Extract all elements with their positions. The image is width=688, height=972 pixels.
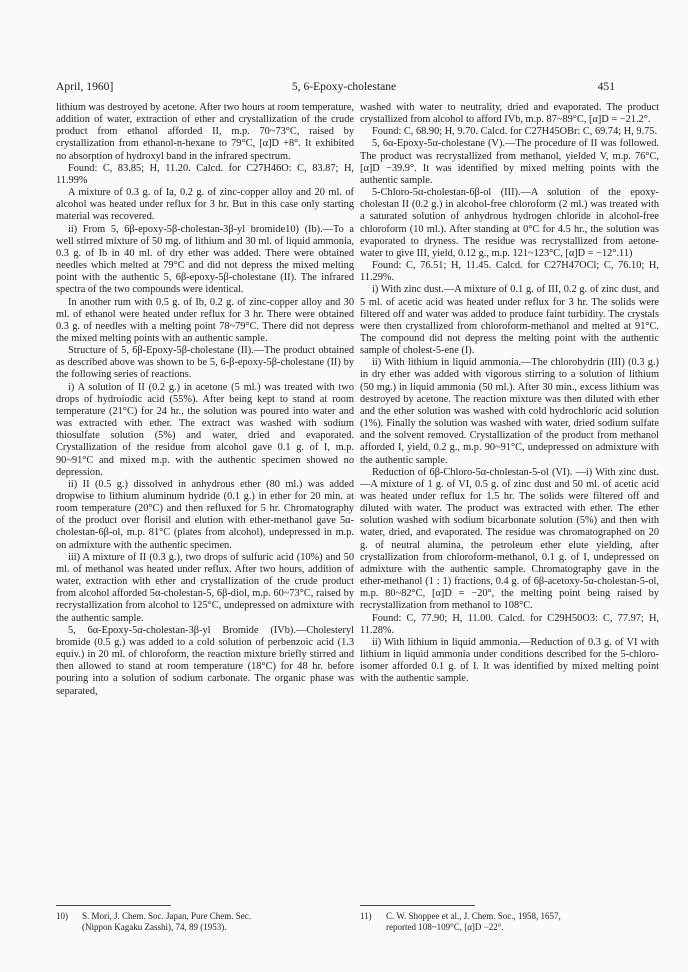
page-number: 451 — [597, 80, 615, 93]
paragraph: Found: C, 77.90; H, 11.00. Calcd. for C29H50O3: C, 77.97; H, 11.28%. — [360, 612, 659, 636]
paragraph: Found: C, 68.90; H, 9.70. Calcd. for C27H45OBr: C, 69.74; H, 9.75. — [372, 126, 658, 138]
footnote — [56, 911, 356, 933]
paragraph: Structure of 5, 6β-Epoxy-5β-cholestane (II).—The product obtained as described above was shown to be 5, 6-β-epoxy-5β-cholestane (II) by the following series of reactions. — [56, 345, 354, 381]
paragraph: Found: C, 83.85; H, 11.20. Calcd. for C27H46O: C, 83.87; H, 11.99% — [56, 162, 354, 186]
paragraph: Reduction of 6β-Chloro-5α-cholestan-5-ol (VI). —i) With zinc dust.—A mixture of 1 g. of VI, 0.5 g. of zinc dust and 50 ml. of acetic acid was heated under reflux for 1.5 hr. The solids were filtered off and diluted with water. The product was extracted with ether. The ether solution washed with sodium bicarbonate solution (5%) and then with water, dried, and evaporated. The residue was chromatographed on 20 g. of neutral alumina, the petroleum ether elute yielding, after crystallization from chloroform-methanol, 0.1 g. of I, undepressed on admixture with the authentic sample. Chromatography gave in the ether-methanol (1 : 1) fractions, 0.4 g. of 6β-acetoxy-5α-cholestan-5-ol, m.p. 80~82°C, [α]D = −20°, the melting point being raised by recrystallization from methanol to 108°C. — [360, 466, 659, 612]
paragraph: 5, 6α-Epoxy-5α-cholestan-3β-yl Bromide (IVb).—Cholesteryl bromide (0.5 g.) was added to a cold solution of perbenzoic acid (1.3 equiv.) in 20 ml. of chloroform, the reaction mixture briefly stirred and then allowed to stand at room temperature (18°C) for 48 hr. before pouring into a solution of sodium carbonate. The organic phase was separated, — [56, 624, 354, 697]
paragraph: ii) With lithium in liquid ammonia.—Reduction of 0.3 g. of VI with lithium in liquid ammonia under conditions described for the 5-chloro-isomer afforded 0.1 g. of I. It was identified by mixed melting point with the authentic sample. — [360, 636, 659, 685]
paragraph: ii) II (0.5 g.) dissolved in anhydrous ether (80 ml.) was added dropwise to lithium aluminum hydride (0.1 g.) in ether for 20 min. at room temperature (20°C) and then refluxed for 5 hr. Chromatography of the product over florisil and elution with ether-methanol gave 5α-cholestan-6β-ol, m.p. 81°C (plates from alcohol), undepressed in m.p. on admixture with the authentic specimen. — [56, 478, 354, 551]
paragraph: 5-Chloro-5α-cholestan-6β-ol (III).—A solution of the epoxy-cholestan II (0.2 g.) in alcohol-free chloroform (2 ml.) was treated with a saturated solution of anhydrous hydrogen chloride in alcohol-free chloroform (10 ml.). After standing at 0°C for 4.5 hr., the solution was evaporated to dryness. The residue was recrystallized from aetone-water to give III, yield, 0.12 g., m.p. 121~123°C, [α]D = −12°.11) — [360, 187, 659, 259]
footnote-text: C. W. Shoppee et al., J. Chem. Soc., 1958, 1657, — [386, 911, 561, 921]
paragraph: iii) A mixture of II (0.3 g.), two drops of sulfuric acid (10%) and 50 ml. of methanol was heated under reflux. After two hours, addition of water, extraction with ether and crystallization of the crude product from alcohol afforded 5α-cholestan-5, 6β-diol, m.p. 60~73°C, raised by recrystallization from alcohol to 125°C, undepressed on admixture with the authentic sample. — [56, 551, 354, 624]
paragraph: ii) From 5, 6β-epoxy-5β-cholestan-3β-yl bromide10) (Ib).—To a well stirred mixture of 50 mg. of lithium and 30 ml. of liquid ammonia, 0.3 g. of Ib in 40 ml. of dry ether was added. There were obtained needles which melted at 79°C and did not depress the mixed melting point with the authentic 5, 6β-epoxy-5β-cholestane (II). The infrared spectra of the two compounds were identical. — [56, 223, 354, 296]
header-title: 5, 6-Epoxy-cholestane — [291, 80, 397, 93]
paragraph: washed with water to neutrality, dried and evaporated. The product crystallized from alcohol to afford IVb, m.p. 87~89°C, [α]D = −21.2°. — [360, 102, 659, 126]
running-header — [0, 77, 688, 97]
paragraph: i) A solution of II (0.2 g.) in acetone (5 ml.) was treated with two drops of hydroiodic acid (55%). After being kept to stand at room temperature (21°C) for 24 hr., the solution was poured into water and was extracted with ether. The extract was washed with sodium thiosulfate solution (5%) and water, dried and evaporated. Crystallization of the residue from alcohol gave 0.1 g. of I, m.p. 90~91°C and mixed m.p. with the authentic specimen showed no depression. — [56, 381, 354, 478]
paragraph: In another rum with 0.5 g. of Ib, 0.2 g. of zinc-copper alloy and 30 ml. of ethanol were heated under reflux for 3 hr. There were obtained 0.3 g. of needles with a melting point 78~79°C. There did not depress the mixed melting points with an authentic sample. — [56, 296, 354, 344]
header-date: April, 1960] — [56, 80, 114, 93]
footnote-divider — [360, 905, 475, 906]
paragraph: i) With zinc dust.—A mixture of 0.1 g. of III, 0.2 g. of zinc dust, and 5 ml. of acetic acid was heated under reflux for 3 hr. The solids were filtered off and water was added to produce faint turbidity. The crystals were then crystallized from chloroform-methanol and melted at 91°C. The compound did not depress the melting point with the authentic sample of cholest-5-ene (I). — [360, 284, 659, 357]
footnote-number: 10) — [56, 911, 68, 921]
footnote-divider — [56, 905, 171, 906]
paragraph: 5, 6α-Epoxy-5α-cholestane (V).—The procedure of II was followed. The product was recrystallized from methanol, yielded V, m.p. 76°C, [α]D −39.9°. It was identified by mixed melting points with the authentic sample. — [360, 138, 659, 186]
left-column — [56, 102, 354, 698]
right-column — [360, 102, 659, 686]
paragraph: A mixture of 0.3 g. of Ia, 0.2 g. of zinc-copper alloy and 20 ml. of alcohol was heated under reflux for 3 hr. But in this case only starting material was recovered. — [56, 187, 354, 223]
paragraph: Found: C, 76.51; H, 11.45. Calcd. for C27H47OCl; C, 76.10; H, 11.29%. — [360, 260, 659, 284]
paragraph: lithium was destroyed by acetone. After two hours at room temperature, addition of water, extraction of ether and crystallization of the crude product from ethanol afforded II, m.p. 70~73°C, raised by crystallization from ethanol-n-hexane to 79°C, [α]D +8°. It exhibited no absorption of hydroxyl band in the infrared spectrum. — [56, 102, 354, 162]
footnote-number: 11) — [360, 911, 372, 921]
paragraph: ii) With lithium in liquid ammonia.—The chlorohydrin (III) (0.3 g.) in dry ether was added with vigorous stirring to a solution of lithium (50 mg.) in liquid ammonia (50 ml.). After 30 min., excess lithium was destroyed by acetone. The reaction mixture was then diluted with ether and the ether solution was washed with cold hydrochloric acid solution (1%). Finally the solution was washed with water, dried sodium sulfate and the solvent removed. Crystallization of the product from methanol afforded I, yield, 0.2 g., m.p. 90~91°C, undepressed on admixture with the authentic sample. — [360, 357, 659, 466]
footnote-text: S. Mori, J. Chem. Soc. Japan, Pure Chem. Sec. — [82, 911, 251, 921]
footnote — [360, 911, 660, 933]
footnote-text: (Nippon Kagaku Zasshi), 74, 89 (1953). — [82, 922, 227, 932]
footnote-text: reported 108~109°C, [α]D −22°. — [386, 922, 504, 932]
